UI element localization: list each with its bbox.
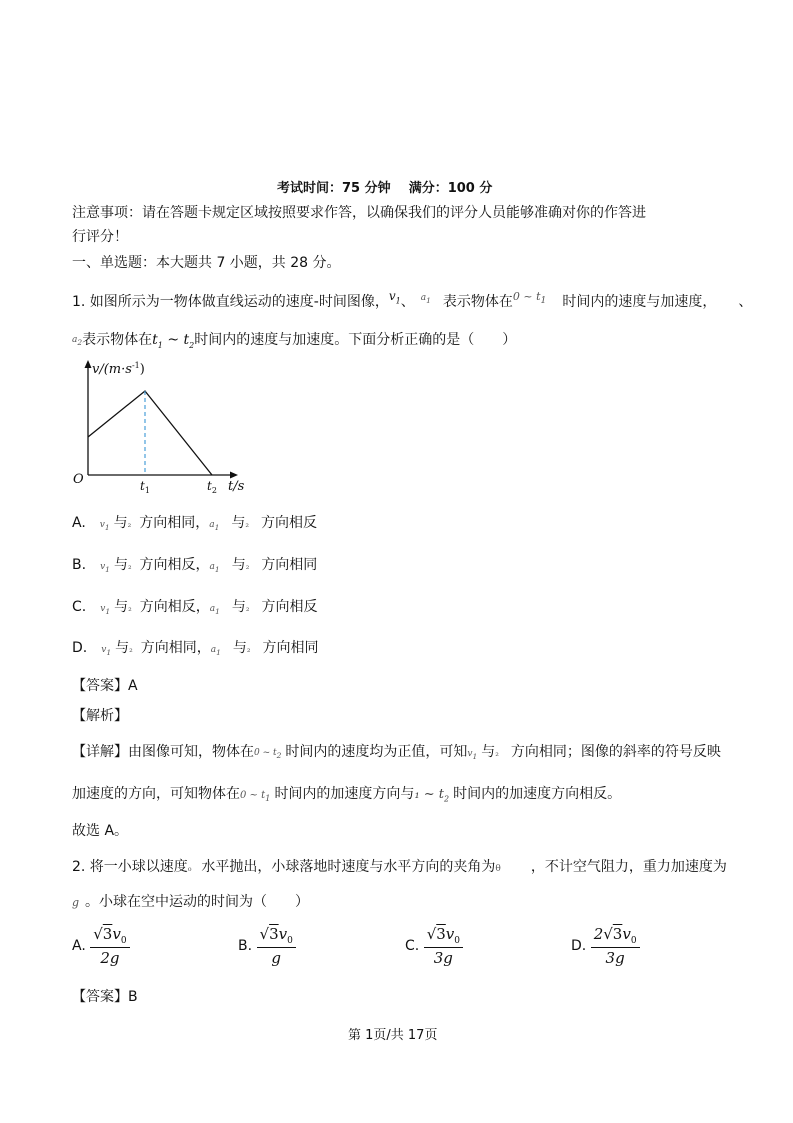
option-text: 方向相同: [262, 640, 319, 656]
q1-text-in: 表示物体在: [442, 294, 513, 310]
option-label: A.: [72, 515, 86, 531]
q2-line-2: [72, 891, 309, 911]
detail-text: 加速度的方向，可知物体在: [72, 786, 240, 802]
detail-text: 时间内的加速度方向相反。: [453, 786, 622, 802]
graph-ylabel: $v/(m\cdot s^{-1})$: [92, 361, 145, 377]
fraction: $\frac{√3v_0}{g}$: [257, 925, 296, 967]
q2-option-a[interactable]: [72, 925, 130, 967]
option-label: C.: [72, 599, 87, 615]
q1-sym-v1: $v_1$: [388, 289, 401, 306]
q2-text: ，不计空气阻力，重力加速度为: [530, 859, 727, 875]
q2-text: 水平抛出，小球落地时速度与水平方向的夹角为: [201, 859, 496, 875]
q2-text: 。小球在空中运动的时间为（ ）: [85, 894, 310, 910]
q1-text-time: 时间内的速度与加速度，: [562, 294, 717, 310]
exam-info: 考试时间：75 分钟 满分：100 分: [277, 181, 493, 196]
q1-range-a: 0 ~ t1: [512, 290, 547, 307]
option-label: B.: [72, 557, 87, 573]
q2-answer: 【答案】B: [72, 989, 138, 1005]
graph-xlabel: t/s: [228, 479, 245, 494]
option-text: 方向相同，: [139, 515, 210, 531]
q1-stem-text: 1. 如图所示为一物体做直线运动的速度-时间图像，: [72, 294, 389, 310]
q1-option-a[interactable]: A. $v_1$ 与₂ 方向相同，$a_1$ 与₂ 方向相反: [72, 515, 318, 532]
option-text: 与: [231, 515, 246, 531]
graph-origin: O: [73, 472, 84, 487]
section-title: 一、单选题：本大题共 7 小题，共 28 分。: [72, 255, 341, 271]
q1-option-b[interactable]: B. $v_1$ 与₂ 方向相反，$a_1$ 与₂ 方向相同: [72, 557, 318, 574]
q2-option-d[interactable]: [571, 925, 640, 967]
q1-detail-line-1: 【详解】由图像可知，物体在0 ~ $t_2$ 时间内的速度均为正值，可知$v_1$ 与₂ 方向相同；图像的斜率的符号反映: [72, 744, 721, 761]
q2-text: 2. 将一小球以速度: [72, 859, 188, 875]
option-text: 方向相反: [261, 515, 318, 531]
detail-text: 与: [481, 744, 496, 760]
option-text: 方向相反，: [139, 557, 210, 573]
q1-sym-a2: $a_2$: [72, 335, 83, 347]
option-text: 与: [231, 599, 246, 615]
q1-text-question: 时间内的速度与加速度。下面分析正确的是（ ）: [194, 332, 517, 348]
option-label: D.: [72, 640, 88, 656]
velocity-line: [88, 391, 212, 475]
q1-line-2: [72, 329, 516, 350]
notice-line-1: 注意事项：请在答题卡规定区域按照要求作答，以确保我们的评分人员能够准确对你的作答进: [72, 205, 646, 221]
option-label: D.: [571, 938, 587, 954]
detail-text: 时间内的速度均为正值，可知: [285, 744, 468, 760]
option-text: 与: [231, 557, 246, 573]
fraction: $\frac{2√3v_0}{3g}$: [591, 925, 640, 967]
q1-sym-a1: a1: [420, 293, 431, 305]
q1-answer: 【答案】A: [72, 678, 138, 694]
q1-choice: 故选 A。: [72, 823, 129, 839]
x-axis-arrow: [230, 472, 238, 479]
q1-analysis: 【解析】: [72, 708, 128, 724]
q2-option-b[interactable]: [238, 925, 296, 967]
option-text: 与: [232, 640, 247, 656]
q2-line-1: 2. 将一小球以速度₀ 水平抛出，小球落地时速度与水平方向的夹角为θ ，不计空气阻力，重力加速度为: [72, 859, 727, 875]
option-label: B.: [238, 938, 253, 954]
graph-t2-label: $t_2$: [207, 479, 217, 495]
option-text: 与: [115, 640, 130, 656]
option-text: 与: [113, 515, 128, 531]
q1-option-d[interactable]: D. $v_1$ 与₂ 方向相同，$a_1$ 与₂ 方向相同: [72, 640, 319, 657]
q1-text-in-2: 表示物体在: [82, 332, 153, 348]
option-text: 方向相同，: [140, 640, 211, 656]
page-footer: 第 1页/共 17页: [348, 1028, 438, 1043]
fraction: $\frac{√3v_0}{2g}$: [90, 925, 129, 967]
fraction: $\frac{√3v_0}{3g}$: [424, 925, 463, 967]
option-label: C.: [405, 938, 420, 954]
q1-line-1: [72, 289, 752, 311]
q2-option-c[interactable]: [405, 925, 463, 967]
detail-text: 时间内的加速度方向与: [274, 786, 415, 802]
option-label: A.: [72, 938, 86, 954]
option-text: 与: [114, 599, 129, 615]
q1-option-c[interactable]: C. $v_1$ 与₂ 方向相反，$a_1$ 与₂ 方向相反: [72, 599, 318, 616]
q1-separator: 、: [400, 294, 415, 310]
option-text: 方向相反: [261, 599, 318, 615]
y-axis-arrow: [85, 360, 92, 368]
q1-text-comma: 、: [738, 294, 753, 310]
option-text: 方向相反，: [139, 599, 210, 615]
q2-sym-g: g: [72, 896, 80, 909]
velocity-time-graph: [70, 358, 250, 498]
q1-detail-line-2: 加速度的方向，可知物体在0 ~ $t_1$ 时间内的加速度方向与₁ ~ $t_2$ 时间内的加速度方向相反。: [72, 786, 622, 804]
graph-t1-label: $t_1$: [140, 479, 150, 495]
option-text: 与: [113, 557, 128, 573]
notice-line-2: 行评分！: [72, 229, 128, 245]
option-text: 方向相同: [261, 557, 318, 573]
detail-text: 【详解】由图像可知，物体在: [72, 744, 254, 760]
q1-range-b: $t_1$ ~ $t_2$: [152, 332, 195, 350]
detail-text: 方向相同；图像的斜率的符号反映: [510, 744, 721, 760]
